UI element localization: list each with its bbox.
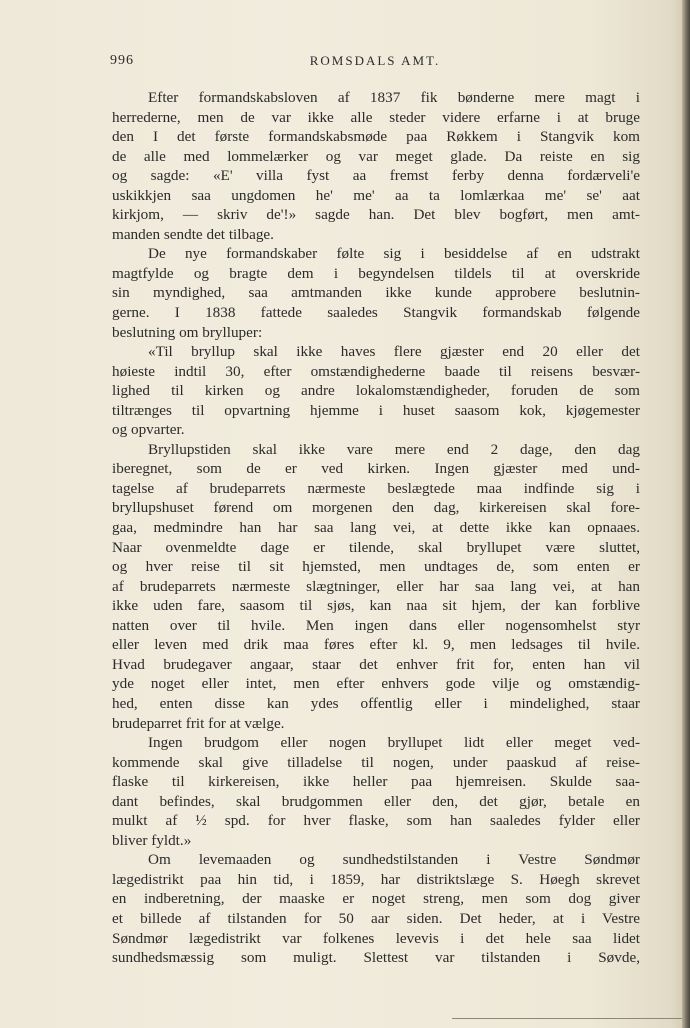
text-line: uskikkjen saa ungdomen he' me' aa ta lomlærkaa me' se' aat bbox=[112, 186, 640, 204]
text-line: Bryllupstiden skal ikke vare mere end 2 dage, den dag bbox=[148, 440, 640, 458]
text-line: en indberetning, der maaske er noget streng, men som dog giver bbox=[112, 890, 640, 908]
text-line: flaske til kirkereisen, ikke heller paa hjemreisen. Skulde saa- bbox=[112, 773, 640, 791]
text-line: den I det første formandskabsmøde paa Røkkem i Stangvik kom bbox=[112, 128, 640, 146]
body-text bbox=[112, 88, 640, 968]
text-line: brudeparret frit for at vælge. bbox=[112, 714, 285, 732]
text-line: hed, enten disse kan ydes offentlig eller i mindelighed, staar bbox=[112, 694, 640, 712]
text-line: og opvarter. bbox=[112, 421, 185, 439]
text-line: dant befindes, skal brudgommen eller den, det gjør, betale en bbox=[112, 792, 640, 810]
text-line: magtfylde og bragte dem i begyndelsen tildels til at overskride bbox=[112, 264, 640, 282]
text-line: tiltrænges til opvartning hjemme i huset saasom kok, kjøgemester bbox=[112, 401, 640, 419]
text-line: eller leven med drik maa føres efter kl. 9, men ledsages til hvile. bbox=[112, 636, 640, 654]
text-line: Ingen brudgom eller nogen bryllupet lidt eller meget ved- bbox=[148, 734, 640, 752]
text-line: beslutning om brylluper: bbox=[112, 323, 263, 341]
text-line: bliver fyldt.» bbox=[112, 831, 192, 849]
text-line: mulkt af ½ spd. for hver flaske, som han saaledes fylder eller bbox=[112, 812, 640, 830]
text-line: kirkjom, — skriv de'!» sagde han. Det blev bogført, men amt- bbox=[112, 206, 640, 224]
text-line: Hvad brudegaver angaar, staar det enhver frit for, enten han vil bbox=[112, 655, 640, 673]
text-line: og sagde: «E' villa fyst aa fremst ferby denna fordærveli'e bbox=[112, 167, 640, 185]
text-line: et billede af tilstanden for 50 aar siden. Det heder, at i Vestre bbox=[112, 909, 640, 927]
text-line: gaa, medmindre han har saa lang vei, at dette ikke kan opnaaes. bbox=[112, 519, 640, 537]
text-line: sundhedsmæssig som muligt. Slettest var tilstanden i Søvde, bbox=[112, 949, 640, 967]
page-edge-rule bbox=[452, 1018, 682, 1019]
text-line: af brudeparrets nærmeste slægtninger, eller har saa lang vei, at han bbox=[112, 577, 640, 595]
text-line: sin myndighed, saa amtmanden ikke kunde approbere beslutnin- bbox=[112, 284, 640, 302]
text-line: Søndmør lægedistrikt var folkenes levevis i det hele saa lidet bbox=[112, 929, 640, 947]
book-spine-shadow bbox=[682, 0, 690, 1028]
text-line: høieste indtil 30, efter omstændighederne baade til reisens besvær- bbox=[112, 362, 640, 380]
text-line: lighed til kirken og andre lokalomstændigheder, foruden de som bbox=[112, 382, 640, 400]
text-line: tagelse af brudeparrets nærmeste beslægtede maa indfinde sig i bbox=[112, 479, 640, 497]
text-line: natten over til hvile. Men ingen dans eller nogensomhelst styr bbox=[112, 616, 640, 634]
text-line: kommende skal give tilladelse til nogen, under paaskud af reise- bbox=[112, 753, 640, 771]
text-line: og hver reise til sit hjemsted, men undtages de, som enten er bbox=[112, 558, 640, 576]
running-head: ROMSDALS AMT. bbox=[309, 53, 441, 68]
text-line: Naar ovenmeldte dage er tilende, skal bryllupet være sluttet, bbox=[112, 538, 640, 556]
page-number: 996 bbox=[110, 53, 134, 68]
text-line: De nye formandskaber følte sig i besiddelse af en udstrakt bbox=[148, 245, 640, 263]
text-line: iberegnet, som de er ved kirken. Ingen gjæster med und- bbox=[112, 460, 640, 478]
page-header bbox=[110, 53, 640, 73]
text-line: manden sendte det tilbage. bbox=[112, 225, 274, 243]
text-line: ikke uden fare, saasom til sjøs, kan naa sit hjem, der kan forblive bbox=[112, 597, 640, 615]
text-line: Efter formandskabsloven af 1837 fik bønderne mere magt i bbox=[148, 89, 640, 106]
text-line: bryllupshuset førend om morgenen den dag, kirkereisen skal fore- bbox=[112, 499, 640, 517]
text-line: Om levemaaden og sundhedstilstanden i Vestre Søndmør bbox=[148, 851, 640, 869]
text-line: gerne. I 1838 fattede saaledes Stangvik formandskab følgende bbox=[112, 304, 640, 322]
text-line: de alle med lommelærker og var meget glade. Da reiste en sig bbox=[112, 147, 640, 165]
text-line: lægedistrikt paa hin tid, i 1859, har distriktslæge S. Høegh skrevet bbox=[112, 870, 640, 888]
text-line: yde noget eller intet, men efter enhvers gode vilje og omstændig- bbox=[112, 675, 640, 693]
text-line: «Til bryllup skal ikke haves flere gjæster end 20 eller det bbox=[148, 343, 640, 361]
text-line: herrederne, men de var ikke alle steder videre erfarne i at bruge bbox=[112, 108, 640, 126]
